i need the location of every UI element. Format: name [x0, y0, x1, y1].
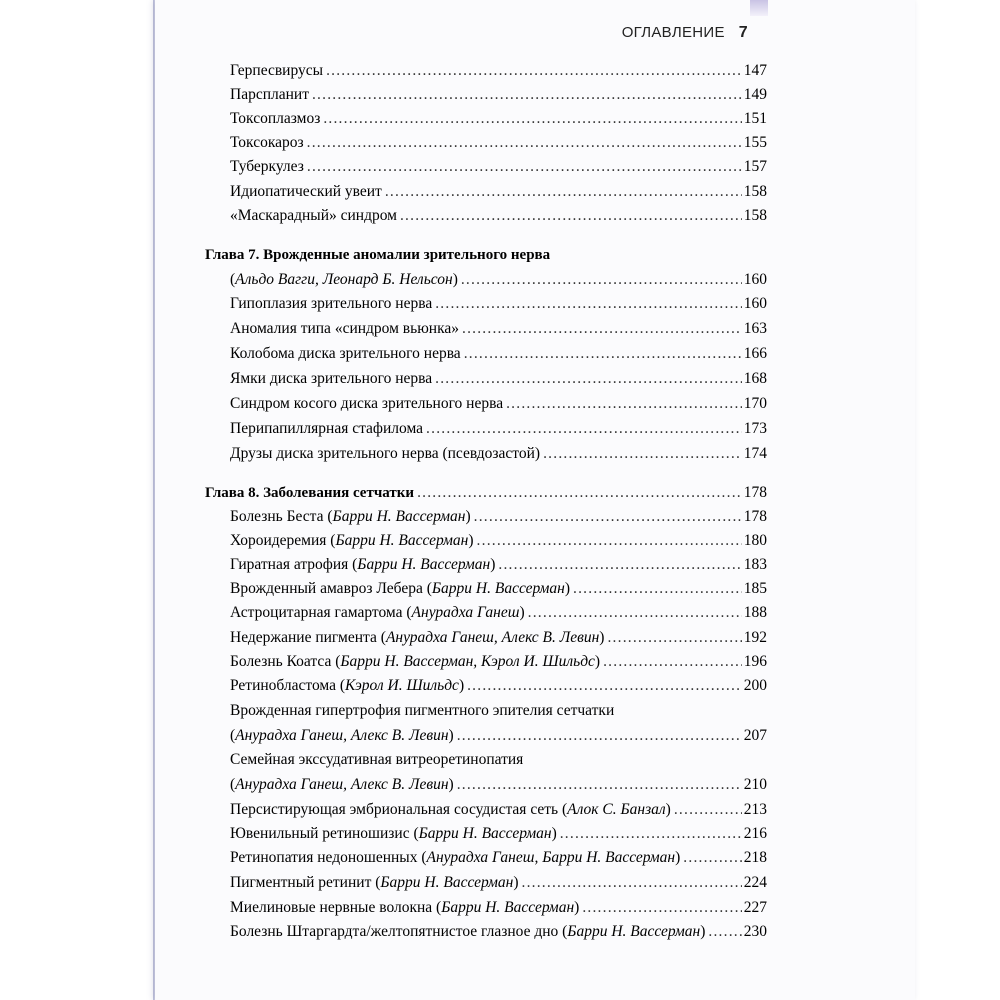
leader-dots [522, 873, 742, 893]
leader-dots [457, 775, 742, 795]
toc-entry[interactable]: Колобома диска зрительного нерва ..... 166 [230, 344, 767, 364]
leader-dots [400, 206, 742, 226]
toc-entry-line1[interactable]: Семейная экссудативная витреоретинопатия [230, 751, 524, 768]
leader-dots [543, 444, 742, 464]
leader-dots [582, 898, 741, 918]
chapter-heading[interactable]: Глава 8. Заболевания сетчатки ..... 178 [205, 483, 767, 503]
toc-entry[interactable]: Персистирующая эмбриональная сосудистая сеть (Алок С. Банзал) ..... 213 [230, 800, 767, 820]
toc-entry[interactable]: Парспланит ..... 149 [230, 85, 767, 105]
leader-dots [461, 270, 742, 290]
leader-dots [435, 294, 742, 314]
leader-dots [467, 676, 742, 696]
leader-dots [474, 507, 742, 527]
toc-entry[interactable]: Ювенильный ретиношизис (Барри Н. Вассерман) ..... 216 [230, 824, 767, 844]
leader-dots [417, 483, 742, 503]
leader-dots [426, 419, 742, 439]
toc-entry[interactable]: Идиопатический увеит ..... 158 [230, 182, 767, 202]
leader-dots [506, 394, 742, 414]
leader-dots [323, 109, 741, 129]
leader-dots [683, 848, 741, 868]
toc-entry[interactable]: Пигментный ретинит (Барри Н. Вассерман) ..... 224 [230, 873, 767, 893]
leader-dots [477, 531, 742, 551]
leader-dots [573, 579, 742, 599]
toc-entry[interactable]: Болезнь Беста (Барри Н. Вассерман) ..... 178 [230, 507, 767, 527]
toc-entry[interactable]: Гиратная атрофия (Барри Н. Вассерман) ..... 183 [230, 555, 767, 575]
leader-dots [435, 369, 742, 389]
toc-entry[interactable]: Туберкулез ..... 157 [230, 157, 767, 177]
toc-entry-line2[interactable]: (Анурадха Ганеш, Алекс В. Левин) ..... 207 [230, 726, 767, 746]
toc-entry[interactable]: Токсокароз ..... 155 [230, 133, 767, 153]
toc-entry[interactable]: Перипапиллярная стафилома ..... 173 [230, 419, 767, 439]
corner-tab [750, 0, 768, 16]
leader-dots [603, 652, 742, 672]
toc-entry[interactable]: Токсоплазмоз ..... 151 [230, 109, 767, 129]
leader-dots [528, 603, 742, 623]
toc-entry[interactable]: Герпесвирусы ..... 147 [230, 61, 767, 81]
leader-dots [708, 922, 741, 942]
leader-dots [560, 824, 742, 844]
toc-entry[interactable]: Друзы диска зрительного нерва (псевдозастой) ..... 174 [230, 444, 767, 464]
toc-entry[interactable]: Болезнь Коатса (Барри Н. Вассерман, Кэрол И. Шильдс) ..... 196 [230, 652, 767, 672]
leader-dots [385, 182, 742, 202]
toc-entry[interactable]: «Маскарадный» синдром ..... 158 [230, 206, 767, 226]
leader-dots [312, 85, 742, 105]
toc-entry[interactable]: Миелиновые нервные волокна (Барри Н. Вассерман) ..... 227 [230, 898, 767, 918]
toc-entry-line2[interactable]: (Анурадха Ганеш, Алекс В. Левин) ..... 210 [230, 775, 767, 795]
toc-entry[interactable]: Болезнь Штаргардта/желтопятнистое глазное дно (Барри Н. Вассерман) ..... 230 [230, 922, 767, 942]
toc-entry[interactable]: Аномалия типа «синдром вьюнка» ..... 163 [230, 319, 767, 339]
toc-entry[interactable]: Гипоплазия зрительного нерва ..... 160 [230, 294, 767, 314]
chapter-heading[interactable]: Глава 7. Врожденные аномалии зрительного нерва [205, 247, 551, 263]
header-label: ОГЛАВЛЕНИЕ [621, 24, 725, 41]
running-header [622, 24, 748, 42]
leader-dots [674, 800, 742, 820]
leader-dots [464, 344, 742, 364]
toc-entry[interactable]: Врожденный амавроз Лебера (Барри Н. Вассерман) ..... 185 [230, 579, 767, 599]
toc-entry[interactable]: Ретинобластома (Кэрол И. Шильдс) ..... 200 [230, 676, 767, 696]
toc-entry[interactable]: Астроцитарная гамартома (Анурадха Ганеш) ..... 188 [230, 603, 767, 623]
header-page-number: 7 [738, 24, 748, 41]
toc-entry-line1[interactable]: Врожденная гипертрофия пигментного эпителия сетчатки [230, 702, 615, 719]
toc-entry-authors[interactable]: (Альдо Вагги, Леонард Б. Нельсон) ..... 160 [230, 270, 767, 290]
leader-dots [462, 319, 742, 339]
leader-dots [457, 726, 742, 746]
toc-entry[interactable]: Ямки диска зрительного нерва ..... 168 [230, 369, 767, 389]
leader-dots [307, 157, 742, 177]
toc-entry[interactable]: Ретинопатия недоношенных (Анурадха Ганеш, Барри Н. Вассерман) ..... 218 [230, 848, 767, 868]
leader-dots [607, 628, 741, 648]
toc-entry[interactable]: Недержание пигмента (Анурадха Ганеш, Алекс В. Левин) ..... 192 [230, 628, 767, 648]
leader-dots [498, 555, 741, 575]
leader-dots [307, 133, 742, 153]
leader-dots [326, 61, 742, 81]
toc-entry[interactable]: Синдром косого диска зрительного нерва ..... 170 [230, 394, 767, 414]
toc-entry[interactable]: Хороидеремия (Барри Н. Вассерман) ..... 180 [230, 531, 767, 551]
